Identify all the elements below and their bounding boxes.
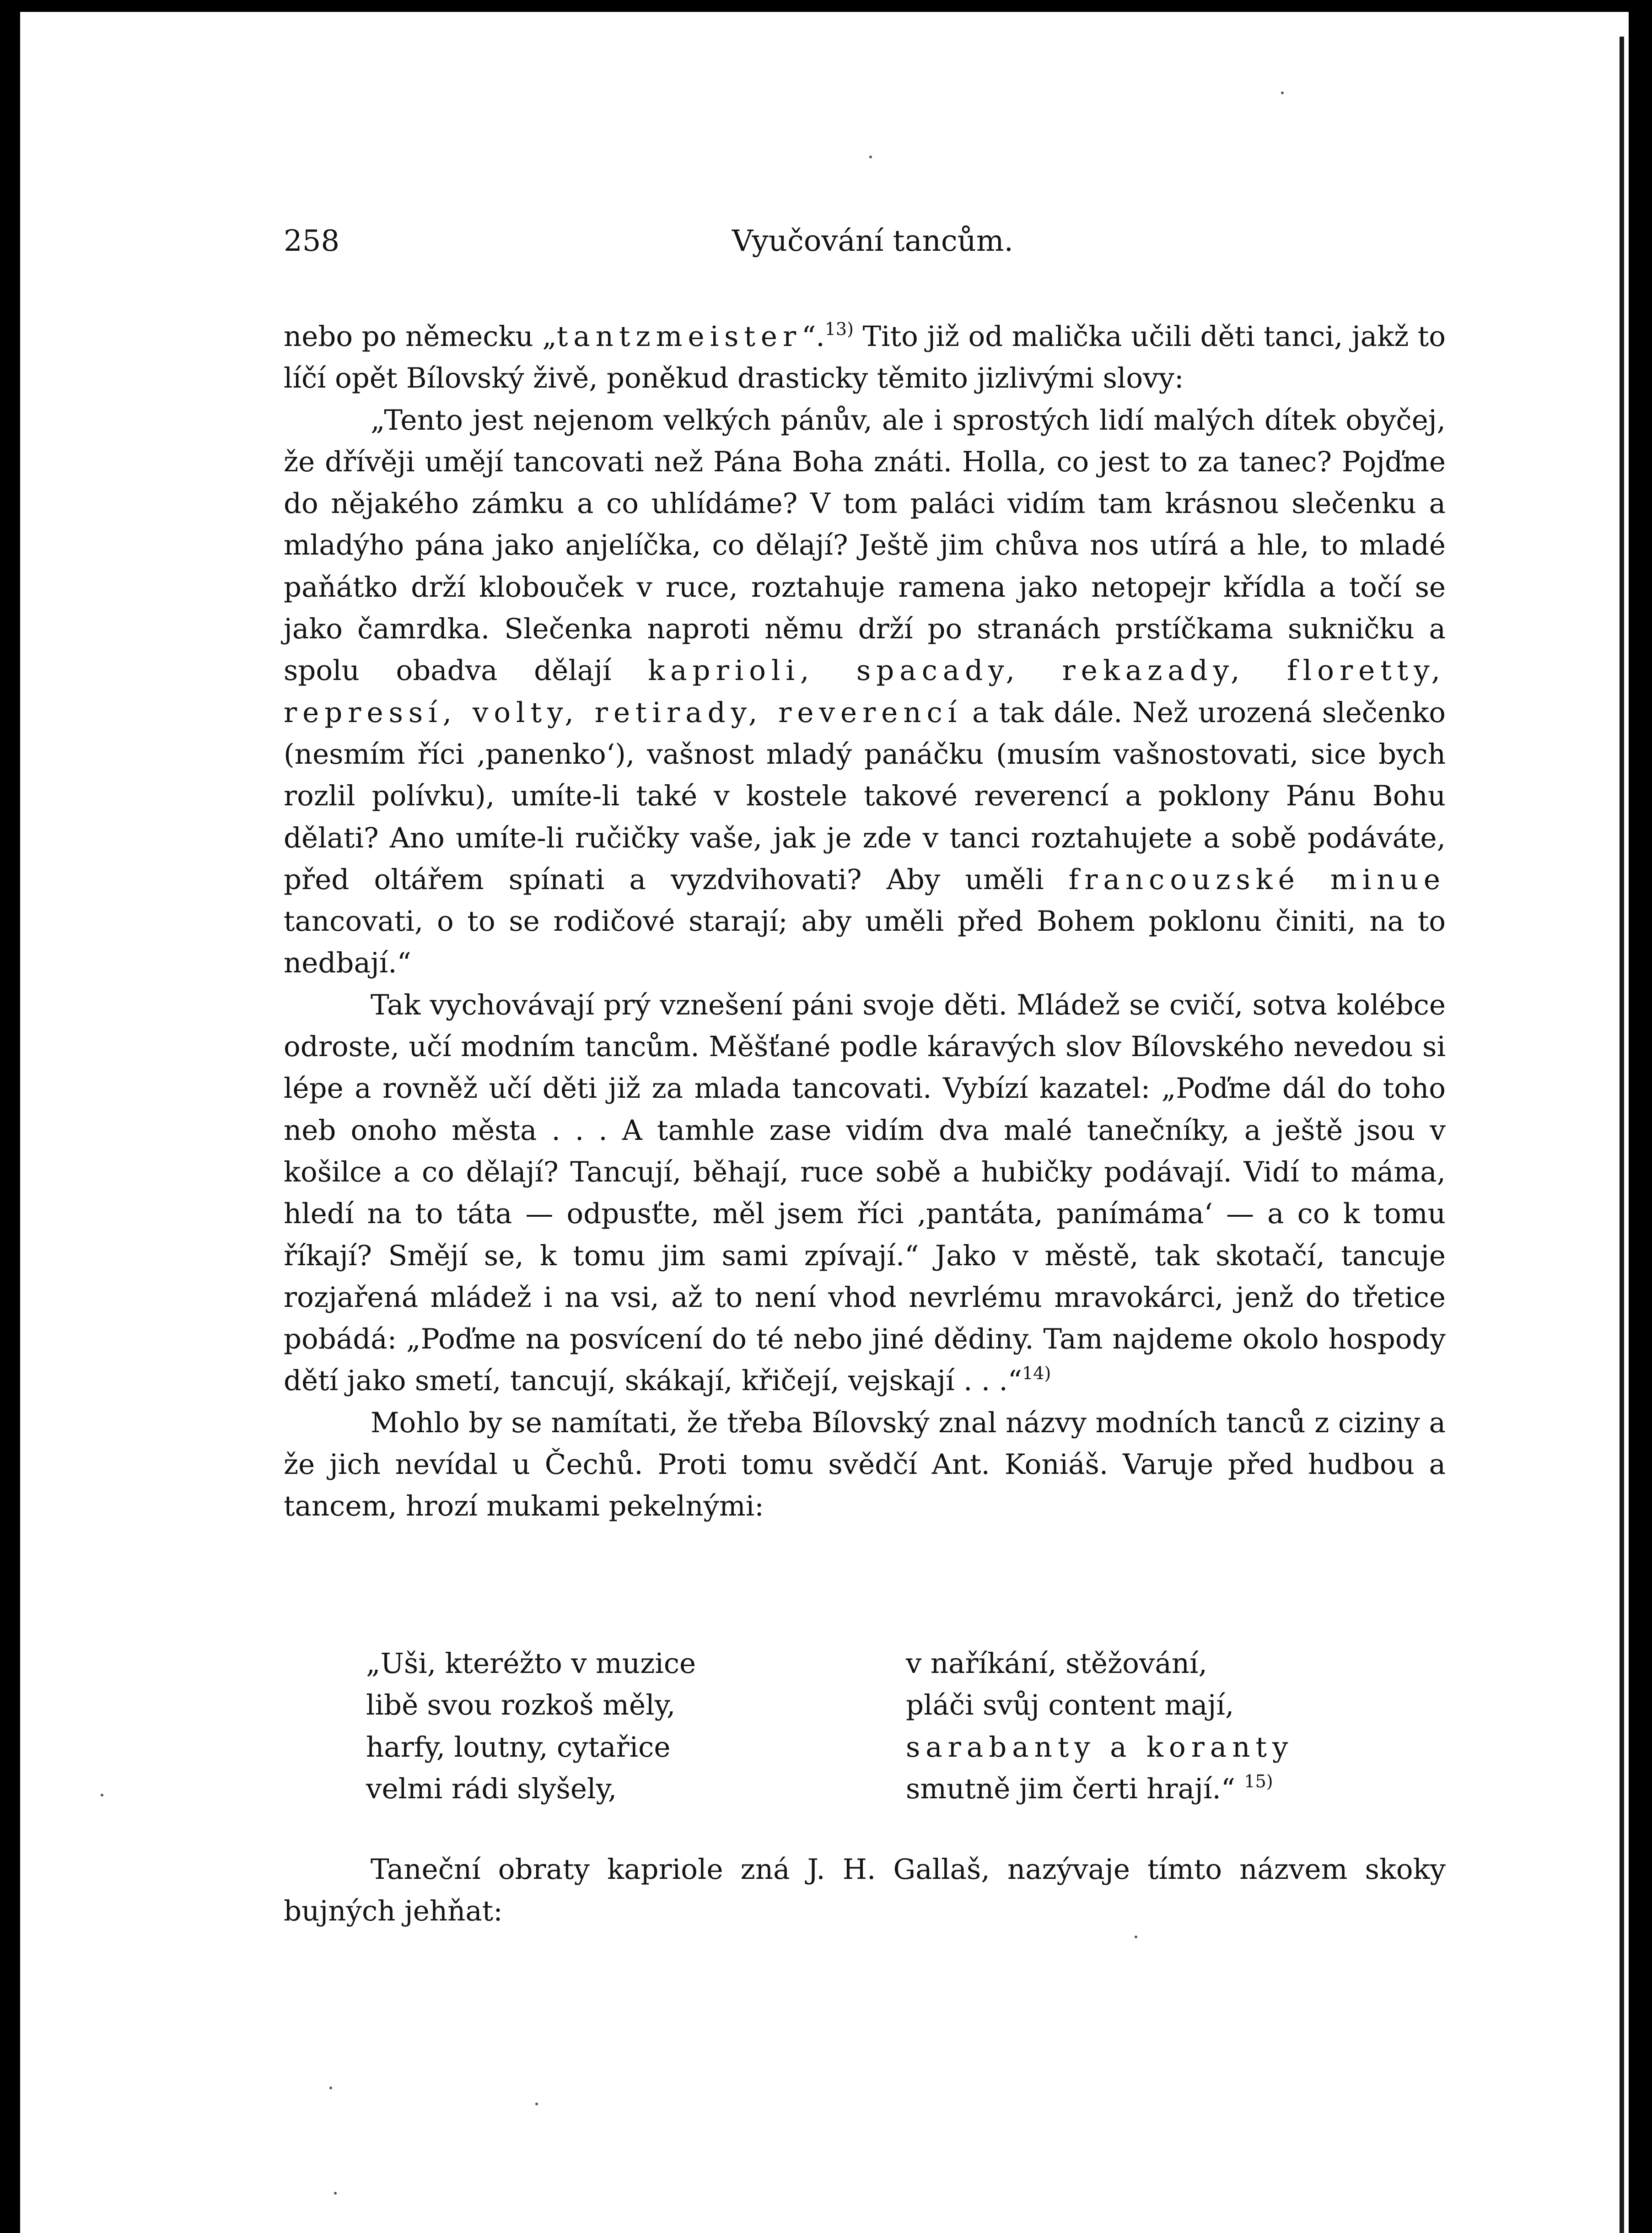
running-title: Vyučování tancům.	[732, 224, 1013, 258]
paragraph-2-quote	[284, 399, 1446, 984]
spaced-dance-names: kaprioli, spacady, rekazady, floretty, repressí, volty, retirady, reverencí	[284, 654, 1446, 729]
spaced-term: tantzmeister	[556, 320, 802, 353]
text-run: a tak dále. Než urozená slečenko (nesmím říci ‚panenko‘), vašnost mladý panáčku (musím vašnostovati, sice bych rozlil polívku), umíte-li také v kostele takové reverencí a poklony Pánu Bohu dělati? Ano umíte-li ručičky vaše, jak je zde v tanci roztahujete a sobě podáváte, před oltářem spínati a vyzdvihovati? Aby uměli	[284, 696, 1446, 896]
paragraph-5: Taneční obraty kapriole zná J. H. Gallaš, nazývaje tímto názvem skoky bujných jehňat:	[284, 1853, 1446, 1928]
poem-line: v naříkání, stěžování,	[906, 1647, 1207, 1680]
poem-line: „Uši, kteréžto v muzice	[366, 1647, 696, 1680]
poem-line: sarabanty a koranty	[906, 1731, 1294, 1764]
scan-border-top	[0, 0, 1652, 12]
poem-line: harfy, loutny, cytařice	[366, 1731, 671, 1764]
scan-speck	[1135, 1936, 1137, 1938]
paragraph-1	[284, 316, 1446, 399]
paragraph-3	[284, 984, 1446, 1402]
scan-speck	[101, 1794, 103, 1796]
poem-line: pláči svůj content mají,	[906, 1689, 1234, 1722]
text-run: Tak vychovávají prý vznešení páni svoje děti. Mládež se cvičí, sotva kolébce odroste, učí modním tancům. Měšťané podle káravých slov Bílovského nevedou si lépe a rovněž učí děti již za mlada tancovati. Vybízí kazatel: „Poďme dál do toho neb onoho města . . . A tamhle zase vidím dva malé tanečníky, a ještě jsou v košilce a co dělají? Tancují, běhají, ruce sobě a hubičky podávají. Vidí to máma, hledí na to táta — odpusťte, měl jsem říci ‚pantáta, panímáma‘ — a co k tomu říkají? Smějí se, k tomu jim sami zpívají.“ Jako v městě, tak skotačí, tancuje rozjařená mládež i na vsi, až to není vhod nevrlému mravokárci, jenž do třetice pobádá: „Poďme na posvícení do té nebo jiné dědiny. Tam najdeme okolo hospody dětí jako smetí, tancují, skákají, křičejí, vejskají . . .“	[284, 988, 1446, 1397]
text-run: Tito již od malička učili děti tanci, jakž to líčí opět Bílovský živě, poněkud drasticky těmito jizlivými slovy:	[284, 320, 1446, 395]
page-number: 258	[284, 224, 340, 258]
poem-line-last	[906, 1768, 1294, 1810]
footnote-ref-13: 13)	[824, 319, 854, 339]
closing-paragraph	[284, 1849, 1446, 1932]
main-text	[284, 316, 1446, 1527]
spaced-term: francouzské minue	[1068, 863, 1446, 896]
scan-binding-shadow	[1620, 37, 1624, 2233]
scan-speck	[869, 156, 872, 158]
page-header	[284, 215, 1446, 270]
text-run: nebo po německu „	[284, 320, 557, 353]
poem-line: libě svou rozkoš měly,	[366, 1689, 676, 1722]
text-run: Mohlo by se namítati, že třeba Bílovský znal názvy modních tanců z ciziny a že jich nevídal u Čechů. Proti tomu svědčí Ant. Koniáš. Varuje před hudbou a tancem, hrozí mukami pekelnými:	[284, 1406, 1446, 1523]
scan-speck	[334, 2192, 337, 2195]
text-run: „Tento jest nejenom velkých pánův, ale i sprostých lidí malých dítek obyčej, že dřívěji umějí tancovati než Pána Boha znáti. Holla, co jest to za tanec? Pojďme do nějakého zámku a co uhlídáme? V tom paláci vidím tam krásnou slečenku a mladýho pána jako anjelíčka, co dělají? Ještě jim chůva nos utírá a hle, to mladé paňátko drží klobouček v ruce, roztahuje ramena jako netopejr křídla a točí se jako čamrdka. Slečenka naproti němu drží po stranách prstíčkama sukničku a spolu obadva dělají	[284, 404, 1446, 687]
poem-left-column	[366, 1643, 696, 1810]
text-run: tancovati, o to se rodičové starají; aby uměli před Bohem poklonu činiti, na to nedbají.“	[284, 905, 1446, 980]
paragraph-4	[284, 1402, 1446, 1527]
text-run: “.	[802, 320, 825, 353]
text-run: smutně jim čerti hrají.“	[906, 1772, 1244, 1805]
poem-line: velmi rádi slyšely,	[366, 1772, 617, 1805]
scan-speck	[1281, 92, 1284, 94]
footnote-ref-14: 14)	[1022, 1363, 1051, 1384]
scan-speck	[329, 2087, 332, 2089]
footnote-ref-15: 15)	[1244, 1771, 1273, 1791]
poem-right-column	[906, 1643, 1294, 1810]
scan-border-right	[1629, 0, 1652, 2233]
scan-speck	[535, 2103, 538, 2105]
scan-border-left	[0, 0, 20, 2233]
